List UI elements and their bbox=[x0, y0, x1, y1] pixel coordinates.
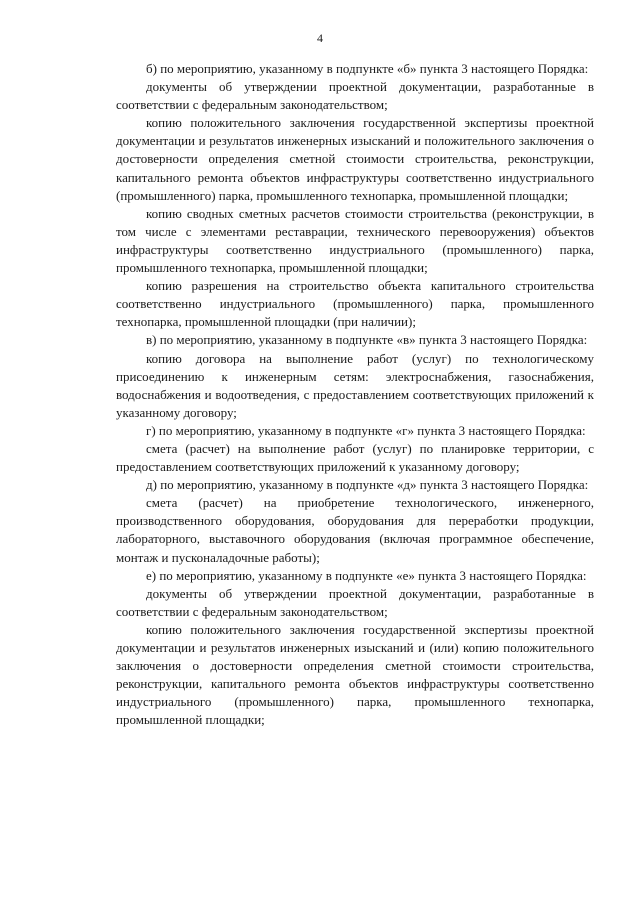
paragraph-g-1: смета (расчет) на выполнение работ (услуг) по планировке территории, с предоставлением соответствующих приложений к указанному договору; bbox=[116, 440, 594, 475]
paragraph-g-heading: г) по мероприятию, указанному в подпункте «г» пункта 3 настоящего Порядка: bbox=[146, 422, 586, 438]
paragraph-b-1: документы об утверждении проектной документации, разработанные в соответствии с федеральным законодательством; bbox=[116, 79, 594, 113]
paragraph-e-1: документы об утверждении проектной документации, разработанные в соответствии с федеральным законодательством; bbox=[116, 585, 594, 619]
paragraph-b-2: копию положительного заключения государственной экспертизы проектной документации и результатов инженерных изысканий и положительного заключения о достоверности определения сметной стоимости строительства, реконструкции, капитального ремонта объектов инфраструктуры соответственно индустриального (промышленного) парка, промышленного технопарка, промышленной площадки; bbox=[116, 115, 594, 203]
paragraph-v-1: копию договора на выполнение работ (услуг) по технологическому присоединению к инженерным сетям: электроснабжения, газоснабжения, водоснабжения и водоотведения, с предоставлением соответствующих приложений к указанному договору; bbox=[116, 350, 594, 420]
paragraph-b-3: копию сводных сметных расчетов стоимости строительства (реконструкции, в том числе с элементами реставрации, технического перевооружения) объектов инфраструктуры соответственно индустриального (промышленного) парка, промышленного технопарка, промышленной площадки; bbox=[116, 205, 594, 276]
page-number: 4 bbox=[317, 31, 323, 45]
paragraph-v-heading: в) по мероприятию, указанному в подпункте «в» пункта 3 настоящего Порядка: bbox=[146, 332, 588, 348]
paragraph-b-heading: б) по мероприятию, указанному в подпункте «б» пункта 3 настоящего Порядка: bbox=[146, 61, 589, 76]
paragraph-e-heading: е) по мероприятию, указанному в подпункте «е» пункта 3 настоящего Порядка: bbox=[146, 567, 587, 583]
paragraph-d-heading: д) по мероприятию, указанному в подпункте «д» пункта 3 настоящего Порядка: bbox=[146, 477, 589, 493]
document-body bbox=[116, 60, 594, 729]
paragraph-b-4: копию разрешения на строительство объекта капитального строительства соответственно индустриального (промышленного) парка, промышленного технопарка, промышленной площадки (при наличии); bbox=[116, 278, 594, 330]
paragraph-e-2: копию положительного заключения государственной экспертизы проектной документации и результатов инженерных изысканий и (или) копию положительного заключения о достоверности определения сметной стоимости строительства, реконструкции, капитального ремонта объектов инфраструктуры соответственно индустриального (промышленного) парка, промышленного технопарка, промышленной площадки; bbox=[116, 621, 594, 728]
paragraph-d-1: смета (расчет) на приобретение технологического, инженерного, производственного оборудования, оборудования для переработки продукции, лабораторного, выставочного оборудования (включая программное обеспечение, монтаж и пусконаладочные работы); bbox=[116, 495, 594, 565]
